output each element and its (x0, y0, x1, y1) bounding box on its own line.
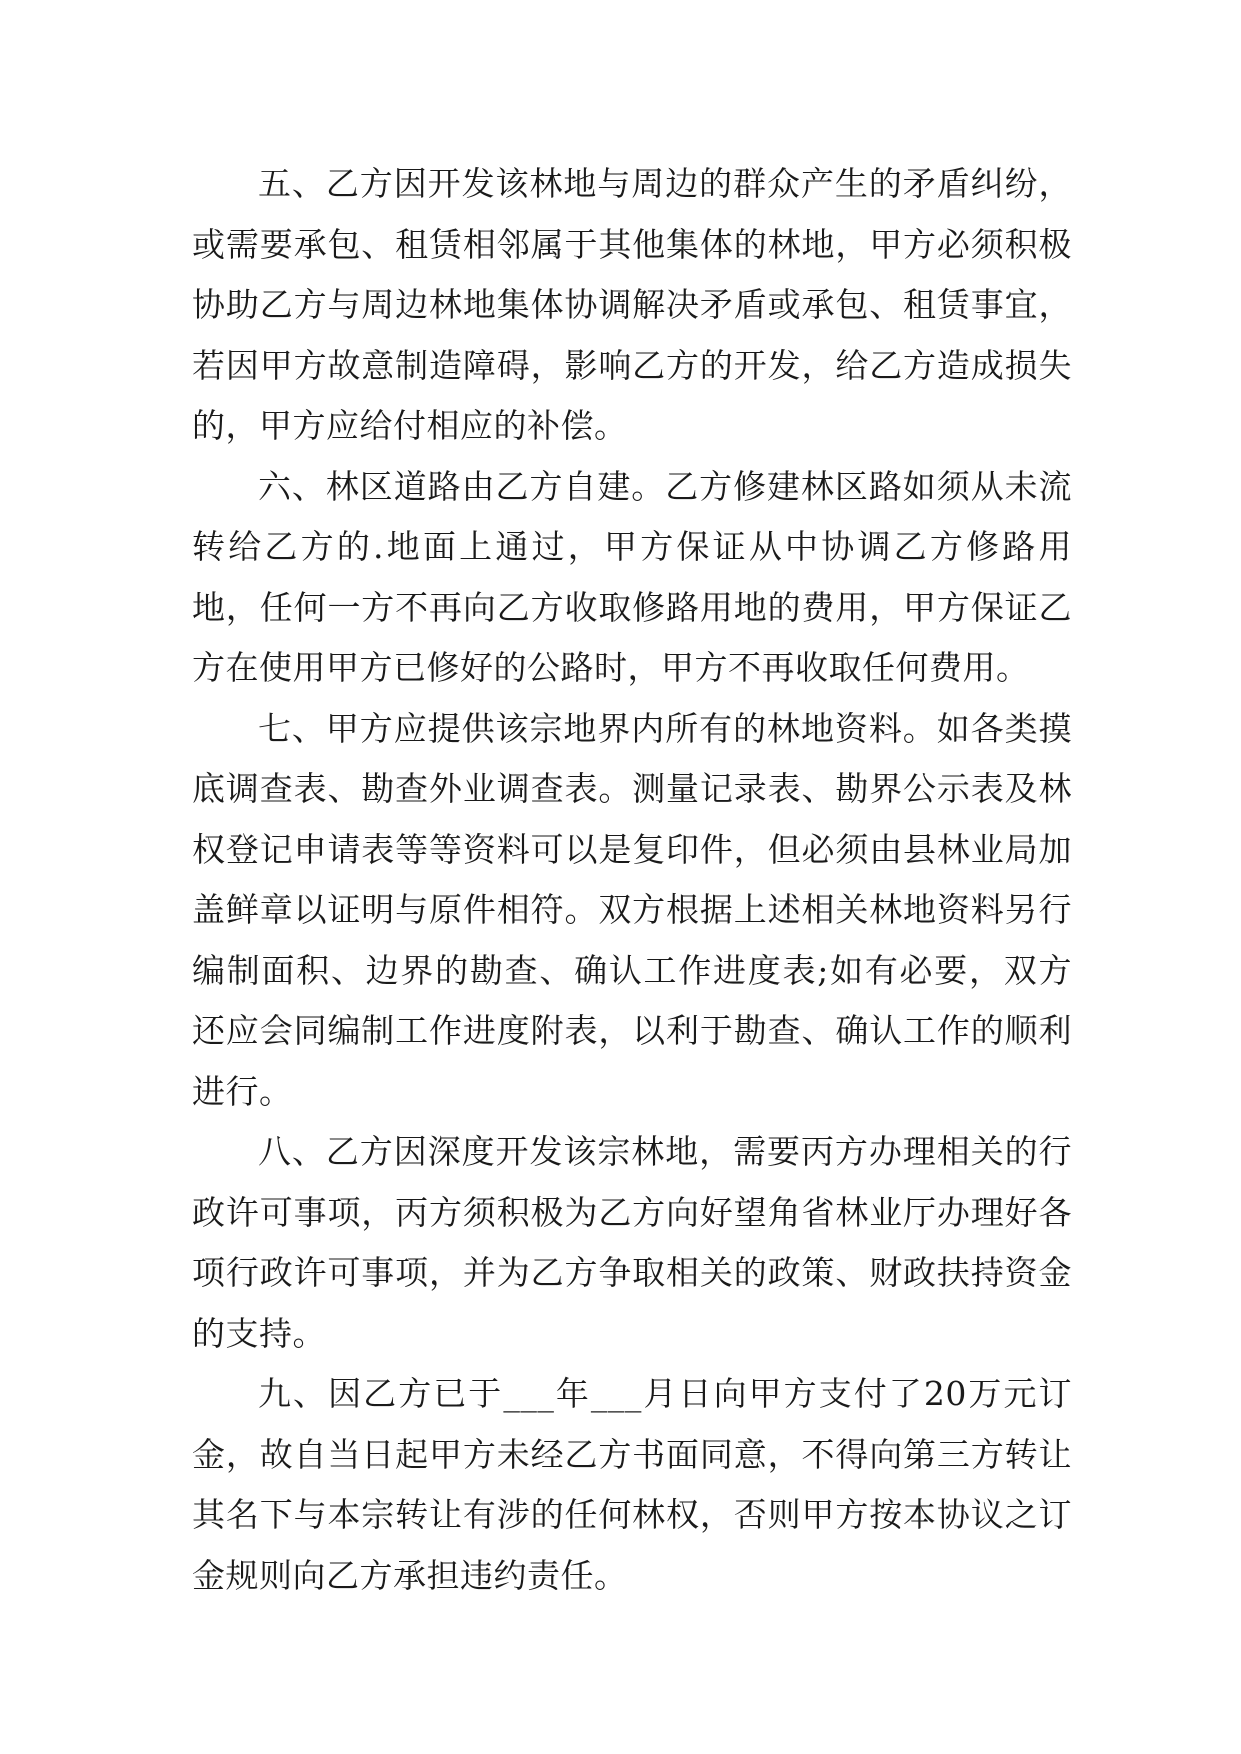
document-body (192, 154, 1072, 1606)
clause-5-paragraph: 五、乙方因开发该林地与周边的群众产生的矛盾纠纷，或需要承包、租赁相邻属于其他集体的林地，甲方必须积极协助乙方与周边林地集体协调解决矛盾或承包、租赁事宜，若因甲方故意制造障碍，影响乙方的开发，给乙方造成损失的，甲方应给付相应的补偿。 (192, 164, 1072, 445)
clause-6-paragraph: 六、林区道路由乙方自建。乙方修建林区路如须从未流转给乙方的.地面上通过，甲方保证从中协调乙方修路用地，任何一方不再向乙方收取修路用地的费用，甲方保证乙方在使用甲方已修好的公路时，甲方不再收取任何费用。 (192, 466, 1072, 687)
clause-8-paragraph: 八、乙方因深度开发该宗林地，需要丙方办理相关的行政许可事项，丙方须积极为乙方向好望角省林业厅办理好各项行政许可事项，并为乙方争取相关的政策、财政扶持资金的支持。 (192, 1132, 1072, 1353)
clause-9-paragraph: 九、因乙方已于___年___月日向甲方支付了20万元订金，故自当日起甲方未经乙方书面同意，不得向第三方转让其名下与本宗转让有涉的任何林权，否则甲方按本协议之订金规则向乙方承担违约责任。 (192, 1374, 1072, 1595)
clause-7-paragraph: 七、甲方应提供该宗地界内所有的林地资料。如各类摸底调查表、勘查外业调查表。测量记录表、勘界公示表及林权登记申请表等等资料可以是复印件，但必须由县林业局加盖鲜章以证明与原件相符。双方根据上述相关林地资料另行编制面积、边界的勘查、确认工作进度表;如有必要，双方还应会同编制工作进度附表，以利于勘查、确认工作的顺利进行。 (192, 708, 1072, 1111)
